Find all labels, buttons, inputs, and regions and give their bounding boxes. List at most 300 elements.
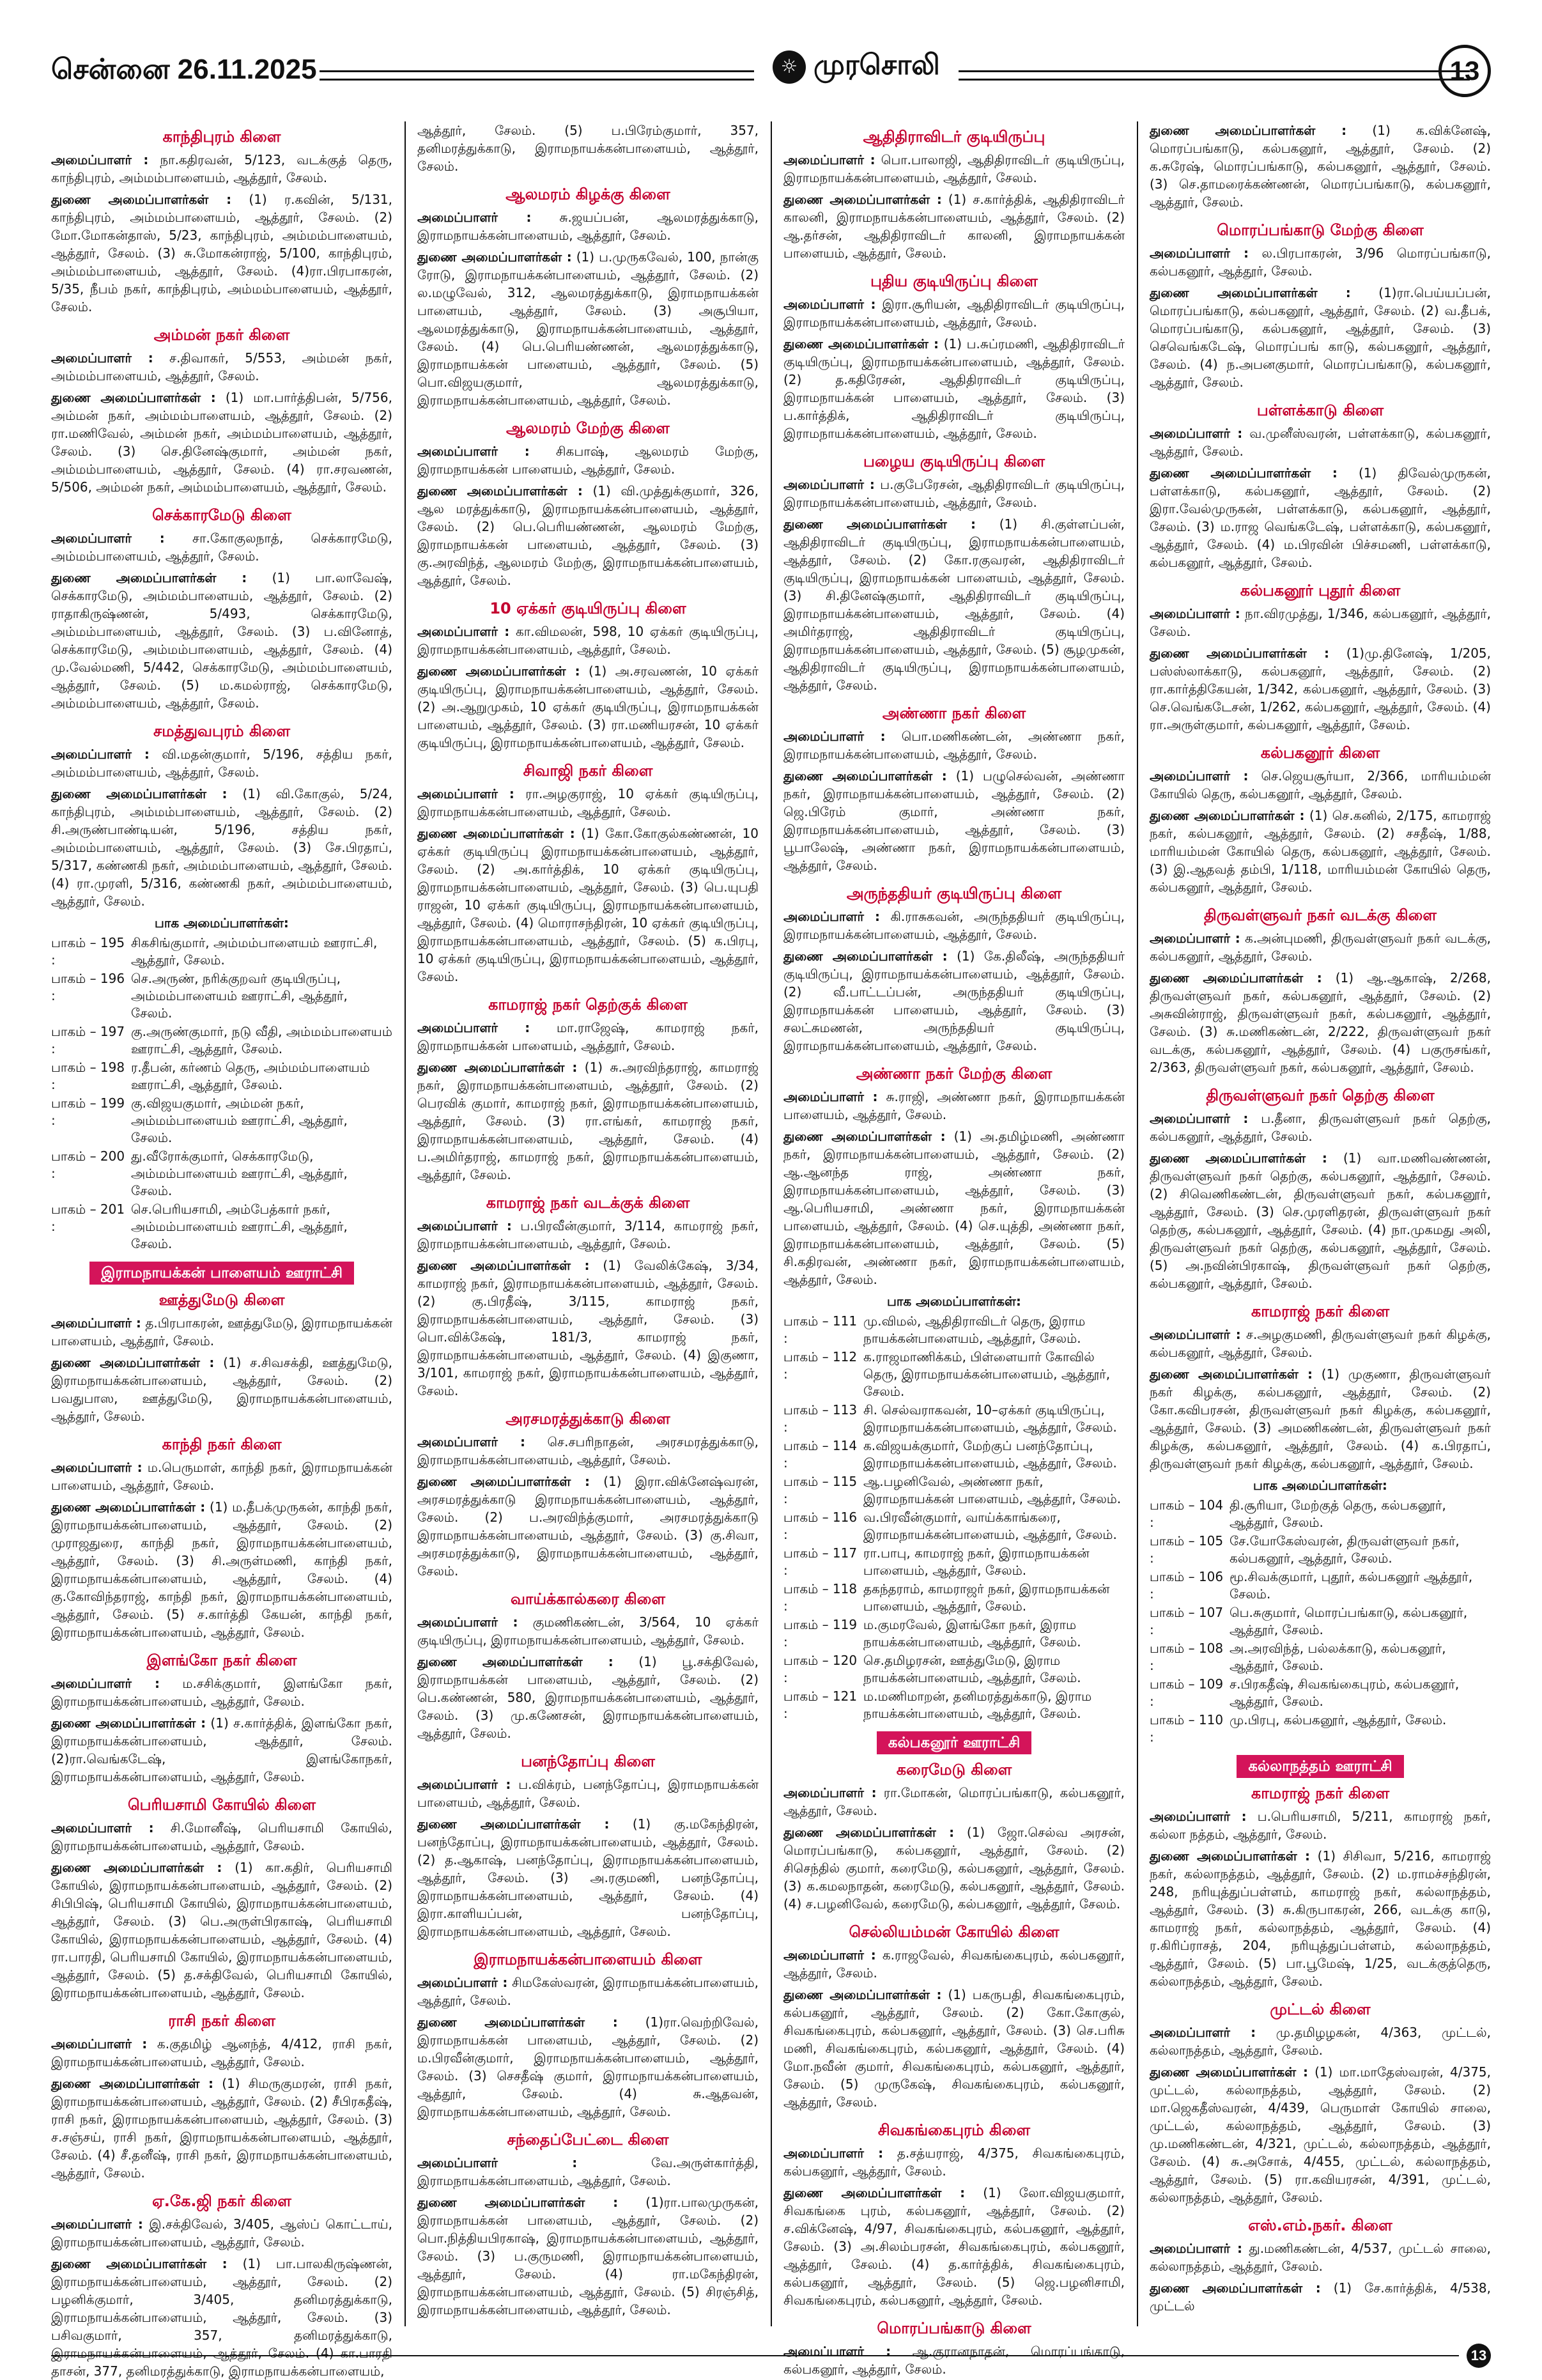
branch-section: [783, 1731, 1125, 1913]
member-details: ச.அழகுமணி, திருவள்ளுவர் நகர் கிழக்கு, கல்பகனூர், ஆத்தூர், சேலம்.: [1150, 1327, 1492, 1360]
role-label: அமைப்பாளர் :: [783, 2145, 884, 2161]
role-label: அமைப்பாளர் :: [1150, 426, 1243, 441]
branch-heading: ஏ.கே.ஜி நகர் கிளை: [152, 2192, 291, 2210]
member-details: (1) கே.திலீஷ், அருந்ததியர் குடியிருப்பு, இராமநாயக்கன்பாளையம், ஆத்தூர், சேலம். (2) வீ.பாட்டப்பன், அருந்ததியர் குடியிருப்பு, இராமநாயக்கன் பாளையம், ஆத்தூர், சேலம். (3) சலட்சுமணன், அருந்ததியர் குடியிருப்பு, இராமநாயக்கன்பாளையம், ஆத்தூர், சேலம்.: [783, 948, 1125, 1053]
member-entry: [1150, 929, 1491, 965]
branch-section: [783, 127, 1125, 262]
branch-section: [51, 1650, 392, 1786]
member-entry: [783, 475, 1125, 511]
member-entry: [417, 2154, 759, 2190]
booth-number: பாகம் – 112 :: [783, 1349, 858, 1382]
branch-heading: அம்மன் நகர் கிளை: [153, 326, 290, 344]
role-label: துணை அமைப்பாளர்கள் :: [51, 192, 232, 207]
member-details: ப.பிரவீன்குமார், 3/114, காமராஜ் நகர், இராமநாயக்கன்பாளையம், ஆத்தூர், சேலம்.: [417, 1218, 759, 1251]
booth-row: [1150, 1712, 1491, 1746]
role-label: துணை அமைப்பாளர்கள் :: [417, 1654, 613, 1669]
member-details: கா.விமலன், 598, 10 ஏக்கர் குடியிருப்பு, இராமநாயக்கன்பாளையம், ஆத்தூர், சேலம்.: [417, 624, 759, 657]
role-label: அமைப்பாளர் :: [51, 1460, 143, 1475]
role-label: அமைப்பாளர் :: [1150, 2025, 1256, 2040]
branch-section: [783, 883, 1125, 1055]
branch-heading: திருவள்ளுவர் நகர் தெற்கு கிளை: [1206, 1086, 1435, 1104]
branch-section: [51, 721, 392, 1253]
member-details: (1) வா.மணிவண்ணன், திருவள்ளுவர் நகர் தெற்கு, கல்பகனூர், ஆத்தூர், சேலம். (2) சிவெணிகண்டன், திருவள்ளுவர் நகர், கல்பகனூர், ஆத்தூர், சேலம். (3) செ.முரளிதரன், திருவள்ளுவர் நகர் தெற்கு, கல்பகனூர், ஆத்தூர், சேலம். (4) நா.முகமது அலி, திருவள்ளுவர் நகர் தெற்கு, கல்பகனூர், ஆத்தூர், சேலம். (5) அ.நவின்பிரகாஷ், திருவள்ளுவர் நகர் தெற்கு, கல்பகனூர், ஆத்தூர், சேலம்.: [1150, 1150, 1491, 1291]
branch-section: [51, 127, 392, 316]
branch-section: [51, 1434, 392, 1641]
role-label: துணை அமைப்பாளர்கள் :: [783, 948, 948, 964]
booth-row: [1150, 1604, 1491, 1639]
role-label: துணை அமைப்பாளர்கள் :: [1150, 1848, 1311, 1864]
branch-section: [417, 1193, 759, 1400]
member-entry: [783, 1823, 1125, 1913]
role-label: துணை அமைப்பாளர்கள் :: [1150, 285, 1351, 300]
member-details: (1) சே.கார்த்திக், 4/538, முட்டல்: [1150, 2280, 1491, 2314]
masthead: [51, 45, 1491, 102]
branch-section: [1150, 121, 1491, 211]
member-details: நா.விரமுத்து, 1/346, கல்பகனூர், ஆத்தூர், சேலம்.: [1150, 606, 1492, 639]
branch-heading: ஊத்துமேடு கிளை: [158, 1291, 285, 1309]
booth-heading: பாக அமைப்பாளர்கள்:: [155, 915, 289, 931]
member-entry: [417, 785, 759, 821]
role-label: துணை அமைப்பாளர்கள் :: [1150, 2280, 1321, 2296]
booth-number: பாகம் – 115 :: [783, 1474, 858, 1506]
branch-section: [783, 271, 1125, 442]
booth-row: [783, 1348, 1125, 1400]
member-entry: [417, 1058, 759, 1184]
member-details: வ.முனீஸ்வரன், பள்ளக்காடு, கல்பகனூர், ஆத்தூர், சேலம்.: [1150, 426, 1492, 459]
branch-section: [1150, 1755, 1491, 1990]
page-number-badge: 13: [1438, 45, 1491, 97]
member-details: இ.சக்திவேல், 3/405, ஆஸ்ப் கொட்டாய், இராமநாயக்கன்பாளையம், ஆத்தூர், சேலம்.: [51, 2216, 392, 2250]
member-entry: [1150, 464, 1491, 571]
branch-heading: மொரப்பங்காடு கிளை: [877, 2319, 1031, 2337]
branch-section: [417, 1949, 759, 2121]
member-entry: [783, 2184, 1125, 2309]
booth-row: [51, 970, 392, 1022]
role-label: துணை அமைப்பாளர்கள் :: [51, 390, 216, 405]
member-details: (1) ர.கவின், 5/131, காந்திபுரம், அம்மம்பாளையம், ஆத்தூர், சேலம். (2) மோ.மோகன்தாஸ், 5/23, காந்திபுரம், அம்மம்பாளையம், ஆத்தூர், சேலம். (3) சு.மோகன்ராஜ், 5/100, காந்திபுரம், அம்மம்பாளையம், ஆத்தூர், சேலம். (4)ரா.பிரபாகரன், 5/35, நீபம் நகர், காந்திபுரம், அம்மம்பாளையம், ஆத்தூர், சேலம்.: [51, 192, 393, 314]
role-label: அமைப்பாளர் :: [417, 1614, 518, 1630]
member-entry: [1150, 424, 1491, 460]
branch-heading: அரசமரத்துக்காடு கிளை: [505, 1410, 670, 1428]
branch-section: [417, 1409, 759, 1580]
role-label: அமைப்பாளர் :: [417, 210, 532, 225]
member-details: செ.ஜெயசூர்யா, 2/366, மாரியம்மன் கோயில் தெரு, கல்பகனூர், ஆத்தூர், சேலம்.: [1150, 768, 1491, 801]
role-label: அமைப்பாளர் :: [783, 1785, 877, 1800]
role-label: துணை அமைப்பாளர்கள் :: [1150, 1150, 1327, 1166]
booth-member: க.விஜயக்குமார், மேற்குப் பனந்தோப்பு, இராமநாயக்கன்பாளையம், ஆத்தூர், சேலம்.: [863, 1438, 1117, 1471]
member-details: ம.சசிக்குமார், இளங்கோ நகர், இராமநாயக்கன்பாளையம், ஆத்தூர், சேலம்.: [51, 1676, 392, 1709]
branch-section: [783, 1922, 1125, 2111]
role-label: அமைப்பாளர் :: [783, 477, 875, 492]
role-label: அமைப்பாளர் :: [1150, 1327, 1241, 1342]
branch-heading: ஆலமரம் மேற்கு கிளை: [506, 419, 670, 437]
member-entry: [417, 1433, 759, 1469]
booth-number: பாகம் – 105 :: [1150, 1533, 1224, 1566]
role-label: அமைப்பாளர் :: [417, 1218, 512, 1233]
member-entry: [51, 1858, 392, 2002]
branch-heading: சமத்துவபுரம் கிளை: [153, 722, 290, 740]
member-details: ப.பெரியசாமி, 5/211, காமராஜ் நகர், கல்லா நத்தம், ஆத்தூர், சேலம்.: [1150, 1809, 1491, 1842]
member-details: சிகபாஷ், ஆலமரம் மேற்கு, இராமநாயக்கன் பாளையம், ஆத்தூர், சேலம்.: [417, 444, 759, 477]
branch-heading: செக்காரமேடு கிளை: [152, 506, 291, 524]
member-entry: [783, 767, 1125, 874]
member-details: (1) ப.முருகவேல், 100, நான்கு ரோடு, இராமநாயக்கன்பாளையம், ஆத்தூர், சேலம். (2) ல.மழுவேல், 312, ஆலமரத்துக்காடு, இராமநாயக்கன் பாளையம், ஆத்தூர், சேலம். (3) அசூபியா, ஆலமரத்துக்காடு, இராமநாயக்கன்பாளையம், ஆத்தூர், சேலம். (4) பெ.பெரியண்ணன், ஆலமரத்துக்காடு, இராமநாயக்கன் பாளையம், ஆத்தூர், சேலம். (5) பொ.விஜயகுமார், ஆலமரத்துக்காடு, இராமநாயக்கன்பாளையம், ஆத்தூர், சேலம்.: [417, 249, 759, 408]
member-details: (1) கு.மகேந்திரன், பனந்தோப்பு, இராமநாயக்கன்பாளையம், ஆத்தூர், சேலம். (2) த.ஆகாஷ், பனந்தோப்பு, இராமநாயக்கன்பாளையம், ஆத்தூர், சேலம். (3) அ.ரகுமணி, பனந்தோப்பு, இராமநாயக்கன்பாளையம், ஆத்தூர், சேலம். (4) இரா.காளியப்பன், பனந்தோப்பு, இராமநாயக்கன்பாளையம், ஆத்தூர், சேலம்.: [417, 1816, 759, 1939]
branch-heading: பள்ளக்காடு கிளை: [1256, 401, 1384, 419]
member-entry: [417, 1472, 759, 1580]
branch-heading: கல்பகனூர் புதூர் கிளை: [1240, 582, 1401, 599]
member-details: (1) ச.கார்த்திக், ஆதிதிராவிடர் காலனி, இராமநாயக்கன்பாளையம், ஆத்தூர், சேலம். (2) ஆ.தர்சன், ஆதிதிராவிடர் காலனி, இராமநாயக்கன் பாளையம், ஆத்தூர், சேலம்.: [783, 192, 1125, 261]
member-details: (1) வேலிக்கேஷ், 3/34, காமராஜ் நகர், இராமநாயக்கன்பாளையம், ஆத்தூர், சேலம். (2) கு.பிரதீஷ், 3/115, காமராஜ் நகர், இராமநாயக்கன்பாளையம், ஆத்தூர், சேலம். (3) பொ.விக்கேஷ், 181/3, காமராஜ் நகர், இராமநாயக்கன்பாளையம், ஆத்தூர், சேலம். (4) இகுணா, 3/101, காமராஜ் நகர், இராமநாயக்கன்பாளையம், ஆத்தூர், சேலம்.: [417, 1258, 759, 1398]
booth-row: [1150, 1497, 1491, 1531]
member-entry: [783, 335, 1125, 442]
role-label: துணை அமைப்பாளர்கள் :: [1150, 645, 1330, 661]
footer-page-number: 13: [1467, 2344, 1491, 2368]
branch-section: [51, 505, 392, 712]
booth-number: பாகம் – 195 :: [51, 935, 125, 968]
member-entry: [783, 1127, 1125, 1288]
member-details: ஆத்தூர், சேலம். (5) ப.பிரேம்குமார், 357, தனிமரத்துக்காடு, இராமநாயக்கன்பாளையம், ஆத்தூர், சேலம்.: [417, 123, 759, 174]
member-entry: [417, 482, 759, 589]
member-details: பொ.பாலாஜி, ஆதிதிராவிடர் குடியிருப்பு, இராமநாயக்கன்பாளையம், ஆத்தூர், சேலம்.: [783, 152, 1125, 185]
branch-section: [417, 598, 759, 752]
member-details: ரா.மோகன், மொரப்பங்காடு, கல்பகனூர், ஆத்தூர், சேலம்.: [783, 1785, 1125, 1818]
member-entry: [51, 1314, 392, 1350]
booth-number: பாகம் – 107 :: [1150, 1605, 1224, 1637]
member-details: (1) சி.குள்ளப்பன், ஆதிதிராவிடர் குடியிருப்பு, இராமநாயக்கன்பாளையம், ஆத்தூர், சேலம். (2) கோ.ரகுவரன், ஆதிதிராவிடர் குடியிருப்பு, இராமநாயக்கன் பாளையம், ஆத்தூர், சேலம். (3) சி.தினேஷ்குமார், ஆதிதிராவிடர் குடியிருப்பு, இராமநாயக்கன்பாளையம், ஆத்தூர், சேலம். (4) அமிர்தராஜ், ஆதிதிராவிடர் குடியிருப்பு, இராமநாயக்கன்பாளையம், ஆத்தூர், சேலம். (5) சூழமுகன், ஆதிதிராவிடர் குடியிருப்பு, இராமநாயக்கன்பாளையம், ஆத்தூர், சேலம்.: [783, 516, 1125, 693]
booth-number: பாகம் – 113 :: [783, 1402, 858, 1435]
branch-section: [783, 2318, 1125, 2378]
member-details: சா.கோகுலநாத், செக்காரமேடு, அம்மம்பாளையம், ஆத்தூர், சேலம்.: [51, 530, 393, 564]
role-label: துணை அமைப்பாளர்கள் :: [1150, 1366, 1313, 1382]
member-details: (1) பா.லாவேஷ், செக்காரமேடு, அம்மம்பாளையம், ஆத்தூர், சேலம். (2) ராதாகிருஷ்ணன், 5/493, செக்காரமேடு, அம்மம்பாளையம், ஆத்தூர், சேலம். (3) ப.வினோத், செக்காரமேடு, அம்மம்பாளையம், ஆத்தூர், சேலம். (4) மு.வேல்மணி, 5/442, செக்காரமேடு, அம்மம்பாளையம், ஆத்தூர், சேலம். (5) ம.கமல்ராஜ், செக்காரமேடு, அம்மம்பாளையம், ஆத்தூர், சேலம்.: [51, 570, 392, 711]
member-details: வே.அருள்கார்த்தி, இராமநாயக்கன்பாளையம், ஆத்தூர், சேலம்.: [417, 2155, 759, 2188]
role-label: அமைப்பாளர் :: [1150, 768, 1249, 784]
member-details: (1)மு.தினேஷ், 1/205, பஸ்ஸ்லாக்காடு, கல்பகனூர், ஆத்தூர், சேலம். (2) ரா.கார்த்திகேயன், 1/342, கல்பகனூர், ஆத்தூர், சேலம். (3) செ.வெங்கடேசன், 1/262, கல்பகனூர், ஆத்தூர், சேலம். (4) ரா.அருள்குமார், கல்பகனூர், ஆத்தூர், சேலம்.: [1150, 645, 1492, 732]
booth-member: கு.அருண்குமார், நடு வீதி, அம்மம்பாளையம் ஊராட்சி, ஆத்தூர், சேலம்.: [131, 1024, 392, 1056]
member-entry: [417, 1775, 759, 1811]
member-entry: [783, 1784, 1125, 1820]
column-divider: [771, 121, 772, 2326]
member-entry: [417, 2013, 759, 2121]
booth-member: பெ.சுகுமார், மொரப்பங்காடு, கல்பகனூர், ஆத்தூர், சேலம்.: [1230, 1605, 1468, 1637]
member-details: (1)ரா.வெற்றிவேல், இராமநாயக்கன் பாளையம், ஆத்தூர், சேலம். (2) ம.பிரவீன்குமார், இராமநாயக்கன்பாளையம், ஆத்தூர், சேலம். (3) செசதீஷ் குமார், இராமநாயக்கன்பாளையம், ஆத்தூர், சேலம். (4) சு.ஆதவன், இராமநாயக்கன்பாளையம், ஆத்தூர், சேலம்.: [417, 2014, 759, 2119]
role-label: துணை அமைப்பாளர்கள் :: [417, 1060, 578, 1075]
branch-heading: காமராஜ் நகர் வடக்குக் கிளை: [486, 1194, 690, 1212]
branch-heading: பழைய குடியிருப்பு கிளை: [863, 452, 1045, 470]
branch-section: [417, 1751, 759, 1940]
branch-heading: காந்தி நகர் கிளை: [162, 1435, 282, 1453]
booth-row: [783, 1313, 1125, 1347]
member-entry: [783, 295, 1125, 331]
role-label: அமைப்பாளர் :: [417, 624, 510, 639]
role-label: அமைப்பாளர் :: [783, 2344, 891, 2359]
member-details: மா.ராஜேஷ், காமராஜ் நகர், இராமநாயக்கன் பாளையம், ஆத்தூர், சேலம்.: [417, 1020, 759, 1053]
role-label: துணை அமைப்பாளர்கள் :: [417, 1474, 590, 1489]
role-label: துணை அமைப்பாளர்கள் :: [783, 192, 942, 207]
member-entry: [783, 908, 1125, 943]
panchayat-badge: கல்பகனூர் ஊராட்சி: [877, 1731, 1032, 1754]
member-details: ஆ.குரானநாதன், மொரப்பங்காடு, கல்பகனூர், ஆத்தூர், சேலம்.: [783, 2344, 1125, 2377]
member-details: (1) பழுசெல்வன், அண்ணா நகர், இராமநாயக்கன்பாளையம், ஆத்தூர், சேலம். (2) ஜெ.பிரேம் குமார், அண்ணா நகர், இராமநாயக்கன்பாளையம், ஆத்தூர், சேலம். (3) பூபாலேஷ், அண்ணா நகர், இராமநாயக்கன்பாளையம், ஆத்தூர், சேலம்.: [783, 768, 1125, 873]
branch-section: [417, 761, 759, 985]
masthead-rule-left: [320, 70, 754, 81]
member-entry: [783, 1088, 1125, 1124]
member-details: த.பிரபாகரன், ஊத்துமேடு, இராமநாயக்கன் பாளையம், ஆத்தூர், சேலம்.: [51, 1315, 393, 1348]
booth-row: [51, 1059, 392, 1093]
panchayat-badge: இராமநாயக்கன் பாளையம் ஊராட்சி: [89, 1262, 354, 1285]
member-details: சு.ஜயப்பன், ஆலமரத்துக்காடு, இராமநாயக்கன்பாளையம், ஆத்தூர், சேலம்.: [417, 210, 759, 243]
branch-heading: காந்திபுரம் கிளை: [162, 128, 281, 146]
member-entry: [1150, 2023, 1491, 2059]
member-entry: [1150, 121, 1491, 211]
booth-row: [783, 1652, 1125, 1687]
member-details: கி.ராசுகவன், அருந்ததியர் குடியிருப்பு, இராமநாயக்கன்பாளையம், ஆத்தூர், சேலம்.: [783, 909, 1125, 942]
booth-number: பாகம் – 117 :: [783, 1545, 858, 1578]
member-details: (1) ச.கார்த்திக், இளங்கோ நகர், இராமநாயக்கன்பாளையம், ஆத்தூர், சேலம். (2)ரா.வெங்கடேஷ், இளங்கோநகர், இராமநாயக்கன்பாளையம், ஆத்தூர், சேலம்.: [51, 1715, 393, 1784]
branch-heading: மொரப்பங்காடு மேற்கு கிளை: [1217, 221, 1424, 239]
branch-section: [51, 2191, 392, 2380]
member-entry: [783, 1986, 1125, 2111]
branch-heading: முட்டல் கிளை: [1270, 2000, 1371, 2018]
member-details: ரா.அழகுராஜ், 10 ஏக்கர் குடியிருப்பு, இராமநாயக்கன்பாளையம், ஆத்தூர், சேலம்.: [417, 786, 759, 819]
member-entry: [783, 2342, 1125, 2378]
booth-member: கு.விஜயகுமார், அம்மன் நகர், அம்மம்பாளையம் ஊராட்சி, ஆத்தூர், சேலம்.: [131, 1095, 348, 1145]
booth-member: சிகசிங்குமார், அம்மம்பாளையம் ஊராட்சி, ஆத்தூர், சேலம்.: [131, 935, 378, 968]
member-entry: [783, 151, 1125, 187]
member-details: க.ராஜவேல், சிவகங்கைபுரம், கல்பகனூர், ஆத்தூர், சேலம்.: [783, 1947, 1125, 1981]
member-entry: [1150, 644, 1491, 734]
booth-number: பாகம் – 199 :: [51, 1095, 125, 1128]
booth-member: ச.பிரகதீஷ், சிவகங்கைபுரம், கல்பகனூர், ஆத்தூர், சேலம்.: [1230, 1676, 1460, 1709]
branch-section: [783, 703, 1125, 874]
member-entry: [1150, 2239, 1491, 2275]
member-entry: [51, 1498, 392, 1641]
member-entry: [417, 208, 759, 244]
branch-section: [1150, 743, 1491, 896]
branch-section: [1150, 1301, 1491, 1746]
booth-member: மு.விமல், ஆதிதிராவிடர் தெரு, இராம நாயக்கன்பாளையம், ஆத்தூர், சேலம்.: [863, 1313, 1086, 1346]
booth-member: க.ராஜமாணிக்கம், பிள்ளையார் கோவில் தெரு, இராமநாயக்கன்பாளையம், ஆத்தூர், சேலம்.: [863, 1349, 1111, 1399]
column-divider: [405, 121, 406, 2326]
role-label: அமைப்பாளர் :: [417, 1020, 530, 1035]
booth-row: [783, 1545, 1125, 1579]
role-label: துணை அமைப்பாளர்கள் :: [51, 1715, 206, 1731]
member-details: ச.திவாகர், 5/553, அம்மன் நகர், அம்மம்பாளையம், ஆத்தூர், சேலம்.: [51, 350, 392, 383]
member-details: (1) வி.கோகுல், 5/24, காந்திபுரம், அம்மம்பாளையம், ஆத்தூர், சேலம். (2) சி.அருண்பாண்டியன், 5/196, சத்திய நகர், அம்மம்பாளையம், ஆத்தூர், சேலம். (3) சே.பிரதாப், 5/317, கண்ணகி நகர், அம்மம்பாளையம், ஆத்தூர், சேலம். (4) ரா.முரளி, 5/316, கண்ணகி நகர், அம்மம்பாளையம், ஆத்தூர், சேலம்.: [51, 786, 393, 909]
member-details: (1) செ.கனில், 2/175, காமராஜ் நகர், கல்பகனூர், ஆத்தூர், சேலம். (2) சசதீஷ், 1/88, மாரியம்மன் கோயில் தெரு, கல்பகனூர், ஆத்தூர், சேலம். (3) இ.ஆதவத் தம்பி, 1/118, மாரியம்மன் கோயில் தெரு, கல்பகனூர், ஆத்தூர், சேலம்.: [1150, 808, 1491, 895]
booth-number: பாகம் – 198 :: [51, 1060, 125, 1092]
member-details: (1) லோ.விஜயகுமார், சிவகங்கை புரம், கல்பகனூர், ஆத்தூர், சேலம். (2) ச.விக்னேஷ், 4/97, சிவகங்கைபுரம், கல்பகனூர், ஆத்தூர், சேலம். (3) அ.சிலம்பரசன், சிவகங்கைபுரம், கல்பகனூர், ஆத்தூர், சேலம். (4) த.கார்த்திக், சிவகங்கைபுரம், கல்பகனூர், ஆத்தூர், சேலம். (5) ஜெ.பழனிசாமி, சிவகங்கைபுரம், கல்பகனூர், ஆத்தூர், சேலம்.: [783, 2185, 1125, 2308]
column-divider: [1137, 121, 1138, 2326]
member-entry: [783, 727, 1125, 763]
booth-row: [51, 1023, 392, 1058]
member-details: நா.கதிரவன், 5/123, வடக்குத் தெரு, காந்திபுரம், அம்மம்பாளையம், ஆத்தூர், சேலம்.: [51, 152, 392, 185]
member-entry: [51, 1674, 392, 1710]
booth-member: செ.அருண், நரிக்குறவர் குடியிருப்பு, அம்மம்பாளையம் ஊராட்சி, ஆத்தூர், சேலம்.: [131, 971, 348, 1021]
booth-row: [51, 1095, 392, 1147]
issue-date: சென்னை 26.11.2025: [51, 54, 317, 85]
role-label: அமைப்பாளர் :: [51, 1315, 141, 1331]
booth-member: ரா.பாபு, காமராஜ் நகர், இராமநாயக்கன் பாளையம், ஆத்தூர், சேலம்.: [863, 1545, 1090, 1578]
role-label: அமைப்பாளர் :: [783, 297, 876, 312]
branch-section: [1150, 400, 1491, 571]
member-details: (1) சிசிவா, 5/216, காமராஜ் நகர், கல்லாநத்தம், ஆத்தூர், சேலம். (2) ம.ராமச்சந்திரன், 248, நரியுத்துப்பள்ளம், காமராஜ் நகர், கல்லாநத்தம், ஆத்தூர், சேலம். (3) சு.கிருபாகரன், 266, வடக்கு காடு, காமராஜ் நகர், கல்லாநத்தம், ஆத்தூர், சேலம். (4) ர.கிரிப்ராசத், 204, நரியுத்துப்பள்ளம், கல்லாநத்தம், ஆத்தூர், சேலம். (5) பா.பூமேஷ், 1/25, வடக்குத்தெரு, கல்லாநத்தம், ஆத்தூர், சேலம்.: [1150, 1848, 1491, 1989]
member-details: ல.பிரபாகரன், 3/96 மொரப்பங்காடு, கல்பகனூர், ஆத்தூர், சேலம்.: [1150, 245, 1492, 279]
role-label: துணை அமைப்பாளர்கள் :: [783, 2185, 966, 2200]
member-entry: [51, 529, 392, 565]
booth-member: செ.பெரியசாமி, அம்பேத்கார் நகர், அம்மம்பாளையம் ஊராட்சி, ஆத்தூர், சேலம்.: [131, 1202, 348, 1251]
member-entry: [1150, 807, 1491, 896]
branch-heading: அருந்ததியர் குடியிருப்பு கிளை: [846, 885, 1062, 902]
member-details: (1) சிமருகுமரன், ராசி நகர், இராமநாயக்கன்பாளையம், ஆத்தூர், சேலம். (2) சீபிரகதீஷ், ராசி நகர், இராமநாயக்கன்பாளையம், ஆத்தூர், சேலம். (3) ச.சஞ்சய், ராசி நகர், இராமநாயக்கன்பாளையம், ஆத்தூர், சேலம். (4) சீ.தனீஷ், ராசி நகர், இராமநாயக்கன்பாளையம், ஆத்தூர், சேலம்.: [51, 2076, 392, 2181]
newspaper-name: முரசொலி: [813, 49, 940, 81]
branch-section: [417, 121, 759, 175]
branch-heading: புதிய குடியிருப்பு கிளை: [870, 272, 1038, 290]
booth-member: சி. செல்வராகவன், 10–ஏக்கர் குடியிருப்பு, இராமநாயக்கன்பாளையம், ஆத்தூர், சேலம்.: [863, 1402, 1117, 1435]
member-details: த.சத்யராஜ், 4/375, சிவகங்கைபுரம், கல்பகனூர், ஆத்தூர், சேலம்.: [783, 2145, 1125, 2179]
booth-number: பாகம் – 108 :: [1150, 1641, 1224, 1673]
role-label: அமைப்பாளர் :: [51, 2216, 143, 2232]
member-entry: [783, 947, 1125, 1055]
role-label: அமைப்பாளர் :: [417, 786, 514, 801]
booth-number: பாகம் – 200 :: [51, 1148, 125, 1181]
branch-heading: பெரியசாமி கோயில் கிளை: [127, 1796, 316, 1814]
column-1: [51, 121, 393, 2379]
role-label: துணை அமைப்பாளர்கள் :: [51, 786, 227, 801]
booth-member: செ.தமிழரசன், ஊத்துமேடு, இராம நாயக்கன்பாளையம், ஆத்தூர், சேலம்.: [863, 1653, 1081, 1685]
member-details: (1) இரா.விக்னேஷ்வரன், அரசமரத்துக்காடு இராமநாயக்கன்பாளையம், ஆத்தூர், சேலம். (2) ப.அரவிந்த்குமார், அரசமரத்துக்காடு இராமநாயக்கன்பாளையம், ஆத்தூர், சேலம். (3) கு.சிவா, அரசமரத்துக்காடு, இராமநாயக்கன்பாளையம், ஆத்தூர், சேலம்.: [417, 1474, 759, 1579]
role-label: அமைப்பாளர் :: [51, 350, 153, 366]
booth-number: பாகம் – 114 :: [783, 1438, 858, 1471]
member-entry: [1150, 1365, 1491, 1472]
booth-member: வ.பிரவீன்குமார், வாய்க்காங்கரை, இராமநாயக்கன்பாளையம், ஆத்தூர், சேலம்.: [863, 1510, 1117, 1542]
member-entry: [51, 151, 392, 187]
role-label: அமைப்பாளர் :: [783, 1947, 876, 1963]
member-details: (1)ரா.பெய்யப்பன், மொரப்பங்காடு, கல்பகனூர், ஆத்தூர், சேலம். (2) வ.தீபக், மொரப்பங்காடு, கல்பகனூர், ஆத்தூர், சேலம். (3) செவெங்கடேஷ், மொரப்பங் காடு, கல்பகனூர், ஆத்தூர், சேலம். (4) ந.அபனகுமார், மொரப்பங்காடு, கல்பகனூர், ஆத்தூர், சேலம்.: [1150, 285, 1491, 390]
branch-heading: வாய்க்கால்கரை கிளை: [510, 1590, 666, 1608]
role-label: துணை அமைப்பாளர்கள் :: [51, 1355, 215, 1370]
member-details: (1) பா.பாலகிருஷ்ணன், இராமநாயக்கன்பாளையம், ஆத்தூர், சேலம். (2) பழனிக்குமார், 3/405, தனிமரத்துக்காடு, இராமநாயக்கன்பாளையம், ஆத்தூர், சேலம். (3) பசிவகுமார், 357, தனிமரத்துக்காடு, இராமநாயக்கன்பாளையம், ஆத்தூர், சேலம். (4) கா.பாரதி தாசன், 377, தனிமரத்துக்காடு, இராமநாயக்கன்பாளையம்,: [51, 2256, 392, 2379]
booth-row: [1150, 1676, 1491, 1710]
booth-row: [783, 1473, 1125, 1508]
booth-row: [783, 1509, 1125, 1543]
booth-number: பாகம் – 110 :: [1150, 1712, 1224, 1745]
member-details: து.மணிகண்டன், 4/537, முட்டல் சாலை, கல்லாநத்தம், ஆத்தூர், சேலம்.: [1150, 2241, 1492, 2274]
role-label: துணை அமைப்பாளர்கள் :: [417, 2014, 618, 2030]
member-entry: [783, 2144, 1125, 2180]
branch-section: [417, 1589, 759, 1742]
column-4: [1150, 121, 1491, 2326]
member-entry: [417, 662, 759, 752]
booth-number: பாகம் – 197 :: [51, 1024, 125, 1056]
member-details: (1) வி.முத்துக்குமார், 326, ஆல மரத்துக்காடு, இராமநாயக்கன்பாளையம், ஆத்தூர், சேலம். (2) பெ.பெரியண்ணன், ஆலமரம் மேற்கு, இராமநாயக்கன் பாளையம், ஆத்தூர், சேலம். (3) கு.அரவிந்த், ஆலமரம் மேற்கு, இராமநாயக்கன்பாளையம், ஆத்தூர், சேலம்.: [417, 483, 759, 588]
role-label: அமைப்பாளர் :: [417, 2155, 578, 2170]
member-entry: [417, 2193, 759, 2319]
branch-heading: 10 ஏக்கர் குடியிருப்பு கிளை: [490, 599, 686, 617]
role-label: துணை அமைப்பாளர்கள் :: [783, 336, 939, 352]
member-entry: [1150, 284, 1491, 391]
branch-section: [51, 325, 392, 496]
role-label: துணை அமைப்பாளர்கள் :: [1150, 808, 1305, 823]
role-label: அமைப்பாளர் :: [417, 444, 530, 459]
member-entry: [417, 442, 759, 478]
article-columns: [51, 121, 1492, 2379]
newspaper-logo: [760, 49, 952, 93]
role-label: துணை அமைப்பாளர்கள் :: [417, 1816, 610, 1832]
branch-section: [783, 1063, 1125, 1722]
branch-section: [783, 2120, 1125, 2309]
member-entry: [51, 2215, 392, 2251]
booth-number: பாகம் – 106 :: [1150, 1569, 1224, 1602]
branch-heading: ராசி நகர் கிளை: [168, 2012, 275, 2030]
booth-row: [51, 934, 392, 969]
branch-section: [417, 184, 759, 409]
member-entry: [51, 2075, 392, 2182]
member-details: (1) க.விக்னேஷ், மொரப்பங்காடு, கல்பகனூர், ஆத்தூர், சேலம். (2) க.சுரேஷ், மொரப்பங்காடு, கல்பகனூர், ஆத்தூர், சேலம். (3) செ.தாமரைக்கண்ணன், மொரப்பங்காடு, கல்பகனூர், ஆத்தூர், சேலம்.: [1150, 123, 1492, 210]
branch-heading: சிவாஜி நகர் கிளை: [523, 762, 653, 780]
member-entry: [51, 1819, 392, 1855]
branch-heading: காமராஜ் நகர் கிளை: [1251, 1302, 1390, 1320]
branch-heading: இளங்கோ நகர் கிளை: [146, 1651, 297, 1669]
role-label: துணை அமைப்பாளர்கள் :: [417, 2195, 619, 2210]
member-details: செ.சபரிநாதன், அரசமரத்துக்காடு, இராமநாயக்கன்பாளையம், ஆத்தூர், சேலம்.: [417, 1434, 759, 1467]
branch-heading: இராமநாயக்கன்பாளையம் கிளை: [474, 1951, 702, 1968]
booth-heading: பாக அமைப்பாளர்கள்:: [887, 1294, 1021, 1309]
branch-heading: காமராஜ் நகர் தெற்குக் கிளை: [488, 996, 688, 1014]
branch-heading: பனந்தோப்பு கிளை: [521, 1752, 655, 1770]
role-label: துணை அமைப்பாளர்கள் :: [51, 1860, 222, 1875]
member-entry: [1150, 1149, 1491, 1292]
member-entry: [51, 1354, 392, 1425]
booth-member: ம.குமரவேல், இளங்கோ நகர், இராம நாயக்கன்பாளையம், ஆத்தூர், சேலம்.: [863, 1617, 1081, 1650]
member-entry: [1150, 969, 1491, 1076]
role-label: அமைப்பாளர் :: [1150, 2241, 1242, 2256]
branch-heading: கரைமேடு கிளை: [896, 1761, 1012, 1779]
member-entry: [417, 1019, 759, 1055]
role-label: அமைப்பாளர் :: [1150, 606, 1240, 621]
role-label: துணை அமைப்பாளர்கள் :: [51, 570, 247, 585]
member-details: (1) அ.தமிழ்மணி, அண்ணா நகர், இராமநாயக்கன்பாளையம், ஆத்தூர், சேலம். (2) ஆ.ஆனந்த ராஜ், அண்ணா நகர், இராமநாயக்கன்பாளையம், ஆத்தூர், சேலம். (3) ஆ.பெரியசாமி, அண்ணா நகர், இராமநாயக்கன் பாளையம், ஆத்தூர், சேலம். (4) செ.யுத்தி, அண்ணா நகர், இராமநாயக்கன்பாளையம், ஆத்தூர், சேலம். (5) சி.கதிரவன், அண்ணா நகர், இராமநாயக்கன்பாளையம், ஆத்தூர், சேலம்.: [783, 1129, 1125, 1287]
member-details: ப.விக்ரம், பனந்தோப்பு, இராமநாயக்கன் பாளையம், ஆத்தூர், சேலம்.: [417, 1777, 759, 1810]
masthead-rule-right: [959, 70, 1470, 81]
branch-heading: திருவள்ளுவர் நகர் வடக்கு கிளை: [1204, 906, 1437, 924]
branch-section: [1150, 2215, 1491, 2315]
role-label: அமைப்பாளர் :: [1150, 1809, 1247, 1824]
branch-section: [417, 994, 759, 1184]
role-label: துணை அமைப்பாளர்கள் :: [783, 1987, 942, 2002]
column-2: [417, 121, 759, 2326]
member-entry: [783, 190, 1125, 262]
member-entry: [1150, 1325, 1491, 1361]
member-entry: [51, 785, 392, 910]
member-entry: [417, 1256, 759, 1400]
role-label: அமைப்பாளர் :: [51, 1820, 154, 1835]
member-entry: [51, 1458, 392, 1494]
member-entry: [417, 1974, 759, 2009]
booth-number: பாகம் – 196 :: [51, 971, 125, 1003]
member-details: க.குதமிழ் ஆனந்த், 4/412, ராசி நகர், இராமநாயக்கன்பாளையம், ஆத்தூர், சேலம்.: [51, 2036, 393, 2069]
member-details: (1) பகருபதி, சிவகங்கைபுரம், கல்பகனூர், ஆத்தூர், சேலம். (2) கோ.கோகுல், சிவகங்கைபுரம், கல்பகனூர், ஆத்தூர், சேலம். (3) செ.பரிசு மணி, சிவகங்கைபுரம், கல்பகனூர், ஆத்தூர், சேலம். (4) மோ.நவீன் குமார், சிவகங்கைபுரம், கல்பகனூர், ஆத்தூர், சேலம். (5) முருகேஷ், சிவகங்கைபுரம், கல்பகனூர், ஆத்தூர், சேலம்.: [783, 1987, 1125, 2110]
booth-number: பாகம் – 118 :: [783, 1581, 858, 1614]
branch-section: [51, 1262, 392, 1425]
member-entry: [1150, 2279, 1491, 2315]
booth-row: [1150, 1640, 1491, 1674]
role-label: அமைப்பாளர் :: [51, 1676, 160, 1691]
role-label: துணை அமைப்பாளர்கள் :: [417, 249, 572, 265]
member-entry: [51, 745, 392, 781]
role-label: அமைப்பாளர் :: [51, 2036, 148, 2052]
